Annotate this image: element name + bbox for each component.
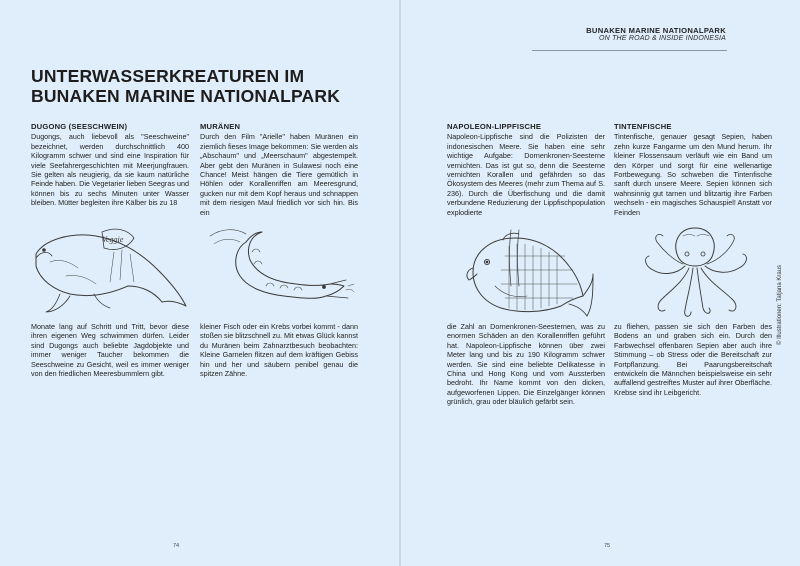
napoleon-wrasse-illustration — [465, 226, 595, 325]
tintenfisch-column-top — [614, 122, 772, 217]
moray-eel-illustration — [206, 224, 356, 321]
tintenfisch-heading: TINTENFISCHE — [614, 122, 672, 131]
muraene-column-bottom — [200, 322, 358, 378]
running-head — [586, 26, 726, 42]
running-head-title: BUNAKEN MARINE NATIONALPARK — [586, 26, 726, 35]
tintenfisch-text-top: Tintenfische, genauer gesagt Sepien, haben zehn kurze Fangarme um den Mund herum. Ihr kleiner Flossensaum verläuft wie ein Band um den Körper und sorgt für eine wellenartige Fortbewegung. So schweben die Tintenfische sanft durch unsere Meere. Sepien können sich wahnsinnig gut tarnen und blitzartig ihre Farben wechseln - ein magisches Schauspiel! Anstatt vor Feinden — [614, 132, 772, 217]
illustration-credit: © Illustrationen: Tatjana Kraus — [777, 264, 783, 345]
napoleon-heading: NAPOLEON-LIPPFISCHE — [447, 122, 542, 131]
left-page — [0, 0, 399, 566]
dugong-heading: DUGONG (SEESCHWEIN) — [31, 122, 128, 131]
veggie-sketch-label: Veggie — [102, 235, 124, 244]
dugong-text-top: Dugongs, auch liebevoll als "Seeschweine" bezeichnet, werden durchschnittlich 400 Kilogramm schwer und sind eine Inspiration für viele Seefahrergeschichten mit Meerjungfrauen. Sie gelten als neugierig, da sie kaum natürliche Feinde haben. Die Vegetarier lieben Seegras und können bis zu sechs Minuten unter Wasser bleiben. Mütter begleiten ihre Kälber bis zu 18 — [31, 132, 189, 208]
napoleon-column-bottom — [447, 322, 605, 407]
page-headline: UNTERWASSERKREATUREN IM BUNAKEN MARINE NATIONALPARK — [31, 66, 341, 106]
right-page — [401, 0, 800, 566]
page-number-right: 75 — [604, 543, 611, 549]
running-head-rule — [532, 50, 727, 51]
tintenfisch-column-bottom — [614, 322, 772, 397]
tintenfisch-text-bottom: zu fliehen, passen sie sich den Farben des Bodens an und graben sich ein. Durch den Farbwechsel offenbaren Sepien aber auch ihre Stimmung – ob Stress oder die Bereitschaft zur Fortpflanzung. Bei Paarungsbereitschaft entwickeln die Männchen beispielsweise ein sehr auffallend gestreiftes Muster auf ihrer Oberfläche. Krebse sind ihr Leibgericht. — [614, 322, 772, 397]
cuttlefish-illustration — [633, 224, 763, 327]
running-head-subtitle: ON THE ROAD & INSIDE INDONESIA — [599, 35, 726, 42]
muraene-text-top: Durch den Film "Arielle" haben Muränen ein ziemlich fieses Image bekommen: Sie werden als „Abschaum" und „Meerschaum" abgestempelt. Aber gebt den Muränen in Sulawesi noch eine Chance! Meist hängen die Tiere gemütlich in Höhlen oder Korallenriffen am Meeresgrund, gucken nur mit dem Kopf heraus und schnappen mit dem riesigen Maul friedlich vor sich hin. Bis ein — [200, 132, 358, 217]
dugong-illustration — [30, 222, 188, 323]
muraene-heading: MURÄNEN — [200, 122, 241, 131]
napoleon-column-top — [447, 122, 605, 217]
muraene-column-top — [200, 122, 358, 217]
page-number-left: 74 — [173, 543, 180, 549]
dugong-text-bottom: Monate lang auf Schritt und Tritt, bevor diese ihren eigenen Weg schwimmen dürfen. Leider sind Dugongs auch beliebte Jagdobjekte und immer weniger Taucher bekommen die Seeschweine zu Gesicht, weil es immer weniger von den friedlichen Meeresbummlern gibt. — [31, 322, 189, 379]
dugong-column-top — [31, 122, 189, 208]
muraene-text-bottom: kleiner Fisch oder ein Krebs vorbei kommt - dann stoßen sie blitzschnell zu. Mit etwas Glück kannst du Muränen beim Zahnarztbesuch beobachten: Kleine Garnelen flitzen auf dem kräftigen Gebiss hin und her und säubern penibel genau die spitzen Zähne. — [200, 322, 358, 379]
napoleon-text-top: Napoleon-Lippfische sind die Polizisten der indonesischen Meere. Sie haben eine sehr wichtige Aufgabe: Dornenkronen-Seesterne vernichten. Das ist gut so, denn die Seesterne vernichten Korallen und gefährden so das Ökosystem des Meeres (mehr zum Thema auf S. 236). Durch die Überfischung und die damit verbundene Reduzierung der Lippfischpopulation explodierte — [447, 132, 605, 217]
dugong-column-bottom — [31, 322, 189, 378]
napoleon-text-bottom: die Zahl an Dornenkronen-Seesternen, was zu enormen Schäden an den Korallenriffen geführt hat. Napoleon-Lippfische können über zwei Meter lang und bis zu 190 Kilogramm schwer werden. Sie sind eine beliebte Delikatesse in China und Hong Kong und vom Aussterben bedroht. Ihr Name kommt von den dicken, aufgeworfenen Lippen. Die Einzelgänger können grünlich, grau oder bläulich gefärbt sein. — [447, 322, 605, 407]
